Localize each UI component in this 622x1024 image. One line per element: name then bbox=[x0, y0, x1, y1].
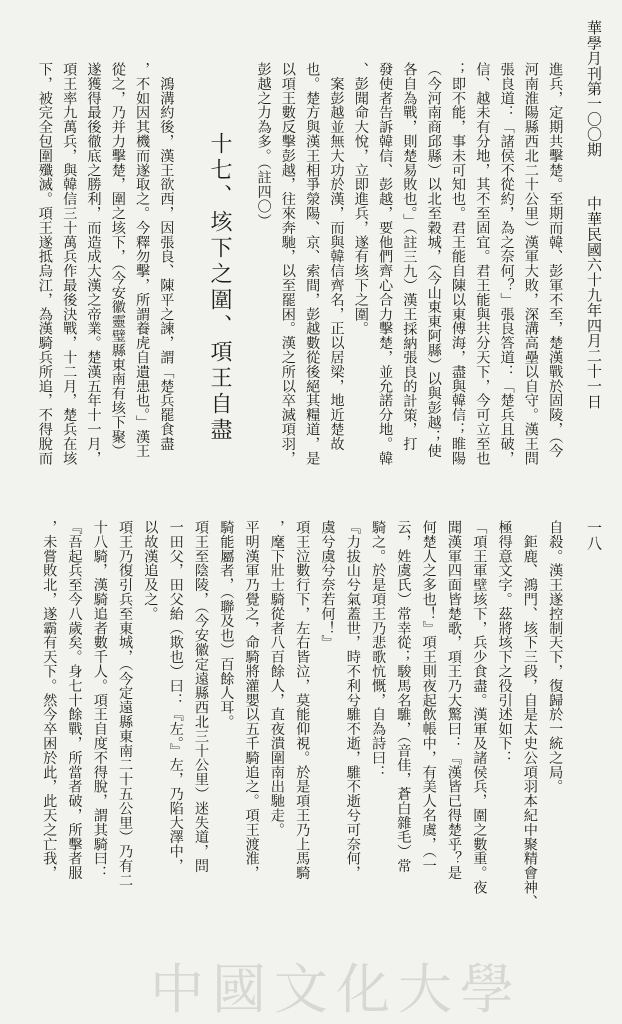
text-column: 河南淮陽縣西北二十公里）漢軍大敗，深溝高壘以自守。漢王問 bbox=[522, 62, 539, 466]
text-column: 項王率九萬兵，與韓信三十萬兵作最後決戰，十二月，楚兵在垓 bbox=[61, 62, 78, 466]
text-column: 極得意文字。茲將垓下之役引述如下： bbox=[496, 520, 513, 765]
section-title: 十七、垓下之圍、項王自盡 bbox=[207, 132, 232, 444]
text-column: 何楚人之多也！』項王則夜起飲帳中，有美人名虞，（一 bbox=[420, 520, 437, 873]
journal-header: 華學月刊第一〇〇期 bbox=[585, 20, 603, 157]
text-column: 進兵，定期共擊楚。至期而韓、彭軍不至，楚漢戰於固陵，（今 bbox=[547, 62, 564, 459]
text-column: 虞兮虞兮奈若何！』 bbox=[319, 520, 336, 650]
publication-date: 中華民國六十九年四月二十一日 bbox=[585, 196, 603, 409]
text-column: 張良道：「諸侯不從約，為之奈何？」張良答道：「楚兵且破， bbox=[498, 62, 515, 466]
text-column: 云，姓虞氏）常幸從；駿馬名騅，（音佳，蒼白雜毛）常 bbox=[395, 520, 412, 873]
text-column: 聞漢軍四面皆楚歌，項王乃大驚曰：『漢皆已得楚乎？是 bbox=[446, 520, 462, 880]
text-column: 十八騎，漢騎追者數千人。項王自度不得脫，謂其騎曰： bbox=[91, 520, 108, 880]
text-column: 下，被完全包圍殲滅。項王遂抵烏江，為漢騎兵所追，不得脫而 bbox=[36, 62, 53, 466]
text-column: 彭越之力為多。（註四〇） bbox=[255, 62, 272, 228]
text-column: ，未嘗敗北，遂霸有天下。然今卒困於此，此天之亡我， bbox=[41, 520, 58, 880]
text-column: 鉅鹿、鴻門、垓下三段，自是太史公項羽本紀中聚精會神、 bbox=[521, 520, 538, 909]
text-column: 項王泣數行下，左右皆泣，莫能仰視。於是項王乃上馬騎 bbox=[294, 520, 311, 880]
text-column: 發使者告訴韓信、彭越，要他們齊心合力擊楚，並允諾分地。韓 bbox=[377, 62, 394, 466]
text-column: 一田父，田父紿（欺也）曰：『左。』左，乃陷大澤中， bbox=[167, 520, 184, 873]
page-number: 一八 bbox=[585, 520, 603, 551]
text-column: 以故漢追及之。 bbox=[142, 520, 159, 621]
text-column: 騎能屬者，（聯及也）百餘人耳。 bbox=[218, 520, 235, 729]
text-column: 從之，乃并力擊楚，圍之垓下，（今安徽靈璧縣東南有垓下聚） bbox=[109, 62, 126, 459]
text-column: 以項王數反擊彭越，往來奔馳，以至罷困。漢之所以卒滅項羽， bbox=[279, 62, 296, 466]
text-column: 『吾起兵至今八歲矣。身七十餘戰，所當者破，所擊者服 bbox=[66, 520, 83, 880]
text-column: 、彭聞命大悅，立即進兵，遂有垓下之圍。 bbox=[352, 62, 369, 336]
watermark: 中國文化大學 bbox=[150, 958, 522, 1021]
text-column: 項王至陰陵，（今安徽定遠縣西北三十公里）迷失道，問 bbox=[193, 520, 209, 873]
text-column: 各自為戰，則楚易敗也。」（註三九）漢王採納張良的計策，打 bbox=[401, 62, 418, 451]
text-column: （今河南商邱縣）以北至穀城，（今山東東阿縣）以與彭越；使 bbox=[425, 62, 442, 459]
text-column: 遂獲得最後徹底之勝利，而造成大漢之帝業。楚漢五年十一月， bbox=[85, 62, 102, 466]
text-column: 平明漢軍乃覺之，命騎將灌嬰以五千騎追之。項王渡淮， bbox=[243, 520, 260, 880]
text-column: 『力拔山兮氣蓋世，時不利兮騅不逝，騅不逝兮可奈何， bbox=[344, 520, 361, 880]
text-column: ；即不能，事未可知也。君王能自陳以東傅海，盡與韓信；睢陽 bbox=[450, 62, 466, 466]
text-column: 鴻溝約後，漢王欲西，因張良、陳平之諫，謂「楚兵罷食盡 bbox=[158, 62, 175, 451]
text-column: ，不如因其機而遂取之。今釋勿擊，所謂養虎自遺患也。」漢王 bbox=[134, 62, 151, 459]
text-column: 也。楚方與漢王相爭滎陽、京、索間，彭越數從後絕其糧道，是 bbox=[304, 62, 321, 466]
text-column: ，麾下壯士騎從者八百餘人，直夜潰圍南出馳走。 bbox=[268, 520, 285, 837]
text-column: 「項王軍壁垓下，兵少食盡。漢軍及諸侯兵，圍之數重。夜 bbox=[471, 520, 488, 895]
text-column: 自殺。漢王遂控制天下，復歸於一統之局。 bbox=[547, 520, 564, 794]
text-column: 案彭越並無大功於漢，而與韓信齊名，正以居梁，地近楚故 bbox=[328, 62, 345, 451]
text-column: 信、越未有分地，其不至固宜。君王能與共分天下，今可立至也 bbox=[474, 62, 491, 466]
text-column: 項王乃復引兵至東城，（今定遠縣東南二十五公里）乃有二 bbox=[117, 520, 134, 888]
text-column: 騎之。於是項王乃悲歌忼慨，自為詩曰： bbox=[370, 520, 387, 780]
